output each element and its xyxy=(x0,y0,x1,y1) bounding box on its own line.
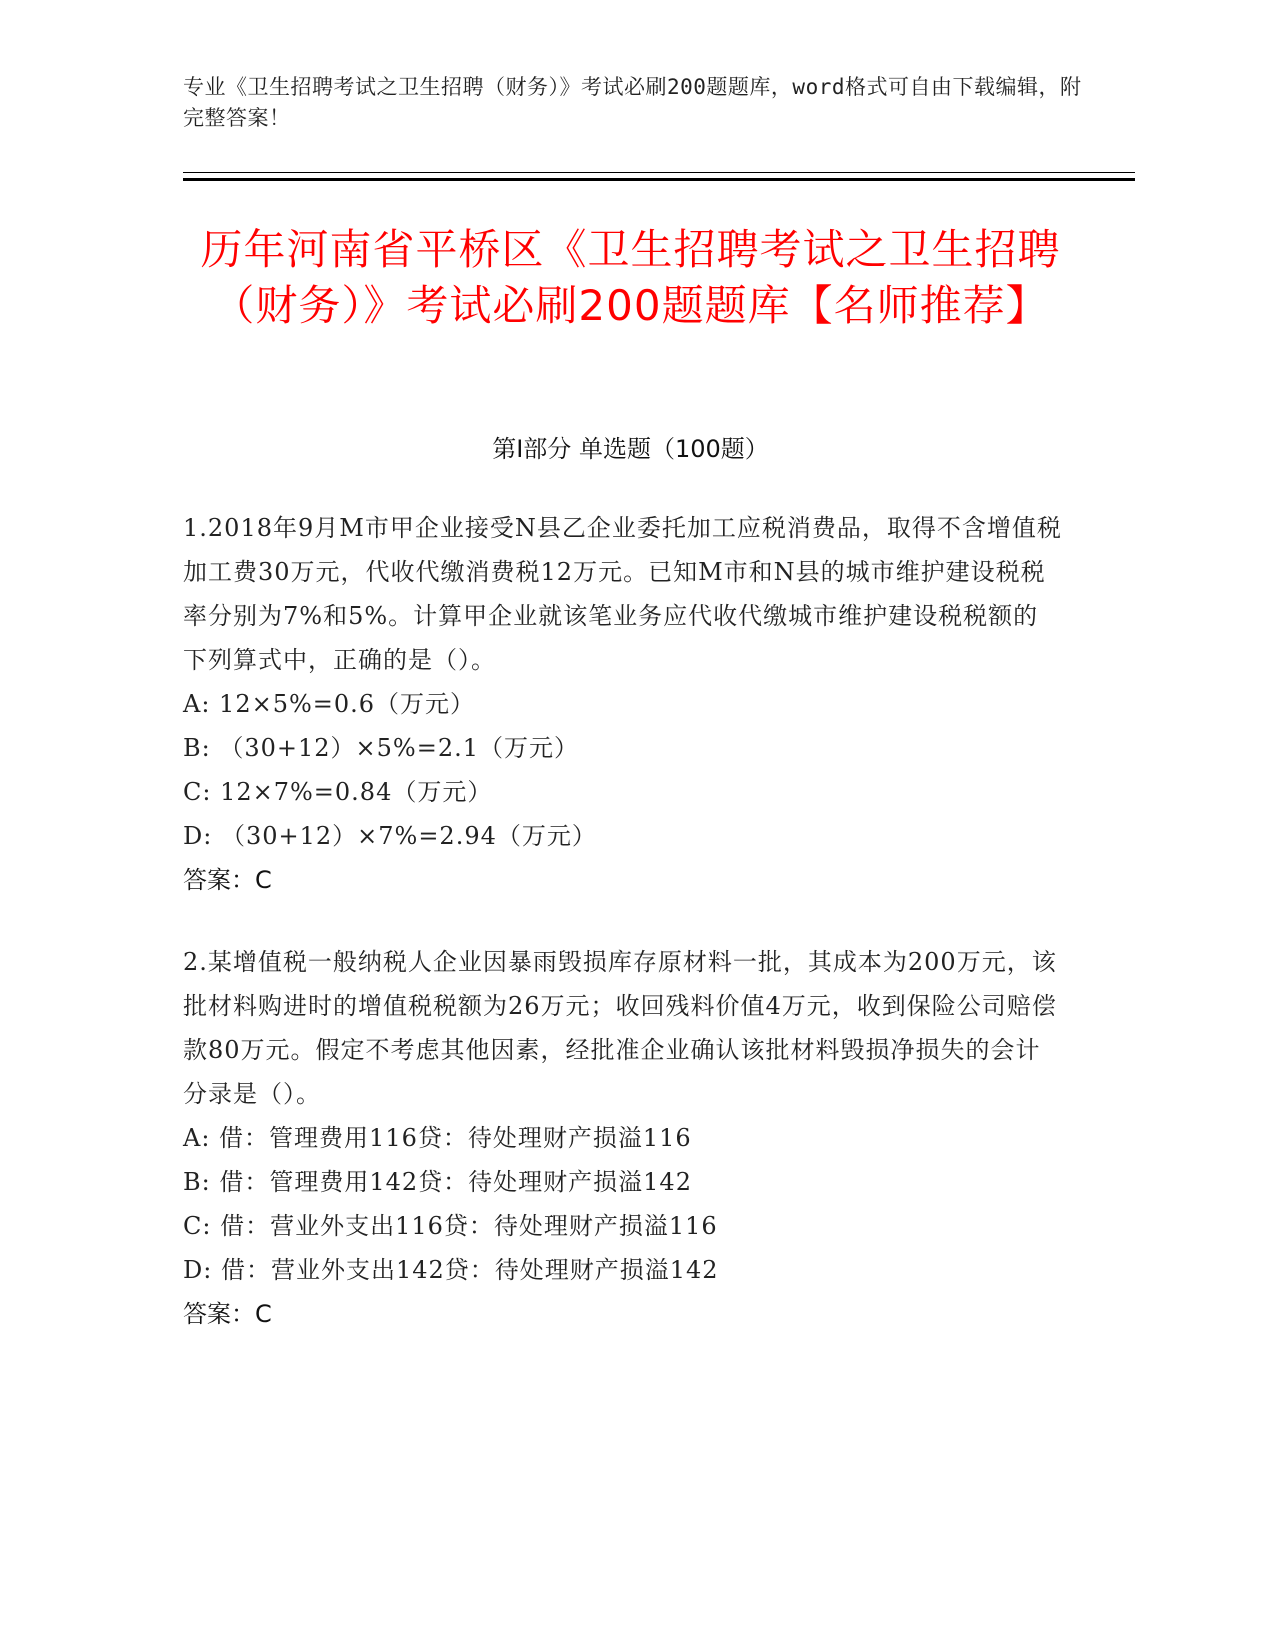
question-1 xyxy=(183,506,1063,902)
option-d: D: 借：营业外支出142贷：待处理财产损溢142 xyxy=(183,1256,719,1284)
question-stem: 2.某增值税一般纳税人企业因暴雨毁损库存原材料一批，其成本为200万元，该批材料购进时的增值税税额为26万元；收回残料价值4万元，收到保险公司赔偿款80万元。假定不考虑其他因素，经批准企业确认该批材料毁损净损失的会计分录是（）。 xyxy=(183,948,1057,1108)
option-d: D: （30+12）×7%=2.94（万元） xyxy=(183,822,597,850)
question-2 xyxy=(183,940,1063,1336)
document-title: 历年河南省平桥区《卫生招聘考试之卫生招聘（财务）》考试必刷200题题库【名师推荐】 xyxy=(200,225,1061,330)
answer-line: 答案：C xyxy=(183,866,272,894)
section-heading: 第I部分 单选题（100题） xyxy=(492,435,769,463)
option-b: B: 借：管理费用142贷：待处理财产损溢142 xyxy=(183,1168,692,1196)
option-a: A: 12×5%=0.6（万元） xyxy=(183,690,476,718)
option-a: A: 借：管理费用116贷：待处理财产损溢116 xyxy=(183,1124,692,1152)
header-note: 专业《卫生招聘考试之卫生招聘（财务）》考试必刷200题题库，word格式可自由下载编辑，附完整答案！ xyxy=(183,75,1082,130)
option-c: C: 借：营业外支出116贷：待处理财产损溢116 xyxy=(183,1212,718,1240)
question-stem: 1.2018年9月M市甲企业接受N县乙企业委托加工应税消费品，取得不含增值税加工费30万元，代收代缴消费税12万元。已知M市和N县的城市维护建设税税率分别为7%和5%。计算甲企业就该笔业务应代收代缴城市维护建设税税额的下列算式中，正确的是（）。 xyxy=(183,514,1062,674)
option-c: C: 12×7%=0.84（万元） xyxy=(183,778,493,806)
header-divider-thick xyxy=(183,178,1135,181)
answer-line: 答案：C xyxy=(183,1300,272,1328)
header-divider-thin xyxy=(183,172,1135,173)
option-b: B: （30+12）×5%=2.1（万元） xyxy=(183,734,579,762)
